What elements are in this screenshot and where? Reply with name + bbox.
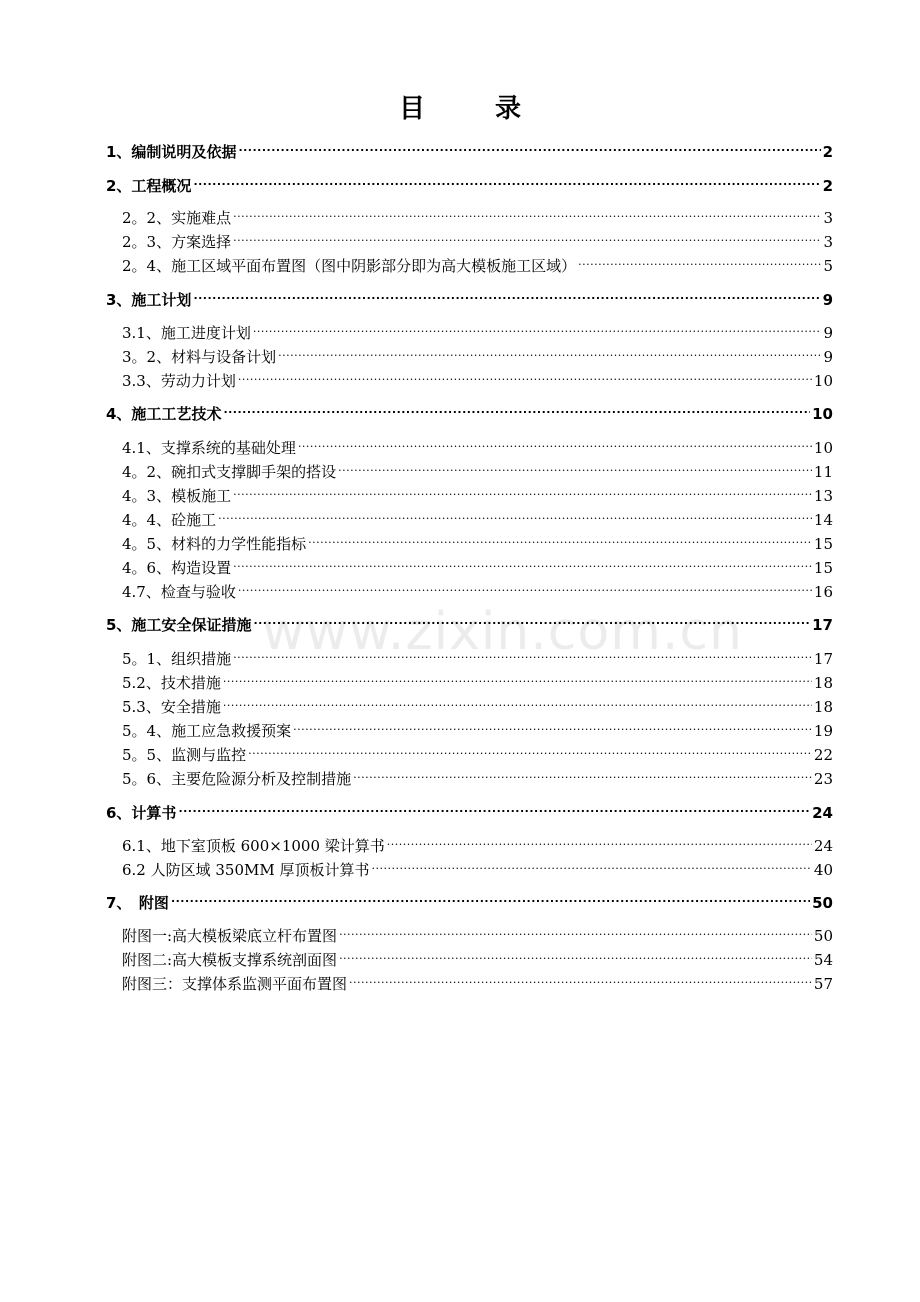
toc-entry[interactable]	[122, 943, 833, 969]
toc-leader-dots	[298, 431, 812, 453]
toc-entry-label: 2、工程概况	[106, 177, 192, 195]
toc-entry[interactable]	[122, 364, 833, 390]
toc-entry-page: 24	[813, 837, 833, 855]
toc-entry[interactable]	[122, 455, 833, 481]
toc-entry-page: 2	[822, 177, 833, 195]
toc-entry-page: 2	[822, 143, 833, 161]
toc-leader-dots	[233, 479, 812, 501]
toc-entry[interactable]	[106, 886, 833, 912]
toc-leader-dots	[193, 169, 820, 191]
toc-entry[interactable]	[122, 853, 833, 879]
toc-entry[interactable]	[122, 919, 833, 945]
toc-entry[interactable]	[106, 397, 833, 423]
toc-entry[interactable]	[106, 796, 833, 822]
toc-leader-dots	[339, 919, 812, 941]
toc-entry[interactable]	[122, 762, 833, 788]
toc-entry-page: 10	[813, 372, 833, 390]
toc-entry-page: 15	[813, 559, 833, 577]
toc-entry-label: 4。5、材料的力学性能指标	[122, 535, 307, 553]
toc-entry[interactable]	[122, 714, 833, 740]
toc-entry-label: 4。4、砼施工	[122, 511, 217, 529]
toc-entry-label: 3.3、劳动力计划	[122, 372, 236, 390]
toc-entry-label: 4。2、碗扣式支撑脚手架的搭设	[122, 463, 337, 481]
toc-leader-dots	[578, 249, 821, 271]
toc-entry-page: 14	[813, 511, 833, 529]
toc-entry-page: 3	[823, 209, 833, 227]
toc-entry[interactable]	[122, 249, 833, 275]
toc-entry-label: 4.7、检查与验收	[122, 583, 236, 601]
toc-entry-page: 11	[813, 463, 833, 481]
toc-leader-dots	[233, 642, 812, 664]
toc-entry[interactable]	[122, 642, 833, 668]
toc-leader-dots	[339, 943, 812, 965]
toc-entry-label: 4。6、构造设置	[122, 559, 232, 577]
toc-leader-dots	[253, 316, 822, 338]
toc-entry-page: 19	[813, 722, 833, 740]
toc-entry-label: 5。4、施工应急救援预案	[122, 722, 292, 740]
toc-entry-page: 23	[813, 770, 833, 788]
toc-entry-label: 6.1、地下室顶板 600×1000 梁计算书	[122, 837, 385, 855]
toc-entry[interactable]	[122, 575, 833, 601]
toc-entry-label: 4.1、支撑系统的基础处理	[122, 439, 296, 457]
toc-entry-label: 5.3、安全措施	[122, 698, 221, 716]
toc-entry-page: 24	[812, 804, 833, 822]
toc-entry-label: 3、施工计划	[106, 291, 192, 309]
toc-entry[interactable]	[122, 479, 833, 505]
toc-leader-dots	[193, 283, 820, 305]
toc-entry[interactable]	[122, 690, 833, 716]
toc-entry-page: 17	[813, 650, 833, 668]
toc-entry-page: 9	[823, 324, 833, 342]
toc-entry-label: 2。3、方案选择	[122, 233, 232, 251]
toc-entry-page: 16	[813, 583, 833, 601]
toc-leader-dots	[338, 455, 812, 477]
toc-leader-dots	[349, 967, 812, 989]
toc-leader-dots	[233, 551, 812, 573]
toc-leader-dots	[223, 666, 812, 688]
toc-entry[interactable]	[122, 316, 833, 342]
toc-entry-label: 附图一:高大模板梁底立杆布置图	[122, 927, 338, 945]
toc-entry-page: 50	[813, 927, 833, 945]
toc-leader-dots	[171, 886, 810, 908]
toc-leader-dots	[218, 503, 812, 525]
toc-entry-page: 15	[813, 535, 833, 553]
toc-entry-page: 10	[813, 439, 833, 457]
toc-entry-label: 3.1、施工进度计划	[122, 324, 251, 342]
toc-entry[interactable]	[122, 503, 833, 529]
toc-leader-dots	[253, 608, 810, 630]
toc-leader-dots	[238, 135, 820, 157]
toc-entry-label: 5。1、组织措施	[122, 650, 232, 668]
toc-entry-page: 13	[813, 487, 833, 505]
toc-entry[interactable]	[122, 225, 833, 251]
toc-leader-dots	[372, 853, 812, 875]
toc-entry[interactable]	[122, 340, 833, 366]
toc-entry-label: 6.2 人防区域 350MM 厚顶板计算书	[122, 861, 370, 879]
toc-entry[interactable]	[106, 283, 833, 309]
toc-entry-label: 6、计算书	[106, 804, 177, 822]
toc-leader-dots	[238, 575, 812, 597]
toc-entry-page: 3	[823, 233, 833, 251]
toc-entry-label: 2。2、实施难点	[122, 209, 232, 227]
toc-leader-dots	[223, 397, 810, 419]
toc-entry-page: 50	[812, 894, 833, 912]
toc-leader-dots	[353, 762, 812, 784]
toc-leader-dots	[248, 738, 812, 760]
toc-entry-page: 9	[823, 348, 833, 366]
toc-leader-dots	[238, 364, 812, 386]
toc-leader-dots	[223, 690, 812, 712]
toc-entry-label: 附图二:高大模板支撑系统剖面图	[122, 951, 338, 969]
toc-leader-dots	[233, 225, 821, 247]
toc-entry-page: 54	[813, 951, 833, 969]
toc-entry[interactable]	[122, 829, 833, 855]
toc-entry-label: 5、施工安全保证措施	[106, 616, 252, 634]
toc-leader-dots	[178, 796, 810, 818]
toc-leader-dots	[293, 714, 812, 736]
toc-entry-label: 4、施工工艺技术	[106, 405, 222, 423]
toc-entry-label: 5。5、监测与监控	[122, 746, 247, 764]
toc-entry-page: 10	[812, 405, 833, 423]
toc-entry[interactable]	[122, 527, 833, 553]
toc-entry-label: 7、 附图	[106, 894, 169, 912]
toc-entry-page: 17	[812, 616, 833, 634]
toc-entry-page: 9	[822, 291, 833, 309]
toc-entry-page: 18	[813, 698, 833, 716]
toc-entry-label: 5。6、主要危险源分析及控制措施	[122, 770, 352, 788]
page-title-char-2: 录	[495, 94, 522, 124]
toc-entry-label: 2。4、施工区域平面布置图（图中阴影部分即为高大模板施工区域）	[122, 257, 577, 275]
toc-entry-label: 1、编制说明及依据	[106, 143, 237, 161]
toc-leader-dots	[387, 829, 812, 851]
toc-entry-label: 5.2、技术措施	[122, 674, 221, 692]
toc-leader-dots	[233, 201, 821, 223]
toc-entry[interactable]	[106, 169, 833, 195]
toc-entry-page: 18	[813, 674, 833, 692]
toc-entry[interactable]	[106, 608, 833, 634]
toc-entry-label: 3。2、材料与设备计划	[122, 348, 277, 366]
toc-leader-dots	[308, 527, 812, 549]
toc-leader-dots	[278, 340, 821, 362]
toc-entry-page: 40	[813, 861, 833, 879]
toc-entry[interactable]	[122, 431, 833, 457]
toc-entry[interactable]	[122, 551, 833, 577]
toc-entry-page: 57	[813, 975, 833, 993]
toc-entry-page: 22	[813, 746, 833, 764]
watermark: www.zixin.com.cn	[262, 602, 743, 662]
toc-entry[interactable]	[106, 135, 833, 161]
toc-entry[interactable]	[122, 738, 833, 764]
toc-entry[interactable]	[122, 666, 833, 692]
toc-entry[interactable]	[122, 201, 833, 227]
toc-entry-label: 附图三：支撑体系监测平面布置图	[122, 975, 348, 993]
toc-entry-page: 5	[823, 257, 833, 275]
page-title-char-1: 目	[398, 94, 425, 124]
toc-entry-label: 4。3、模板施工	[122, 487, 232, 505]
toc-entry[interactable]	[122, 967, 833, 993]
